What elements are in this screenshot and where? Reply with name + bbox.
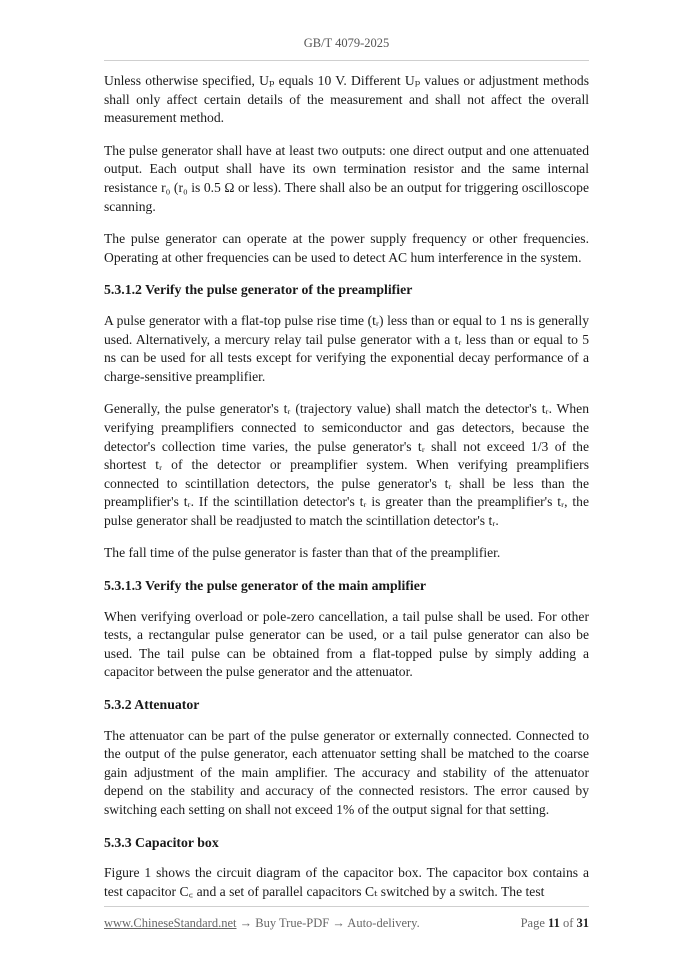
document-body: [104, 72, 589, 915]
footer-promo-text: → Buy True-PDF → Auto-delivery.: [236, 916, 420, 930]
page-label: Page: [520, 916, 545, 930]
section-heading: 5.3.3 Capacitor box: [104, 834, 219, 850]
of-label: of: [562, 916, 574, 930]
page-total: 31: [576, 916, 589, 930]
footer-divider: [104, 906, 589, 907]
paragraph: The pulse generator shall have at least two outputs: one direct output and one attenuated output. Each output shall have its own termination resistor and the same internal resistance r₀ (r₀ is 0.5 Ω or less). There shall also be an output for triggering oscilloscope scanning.: [104, 142, 589, 214]
document-header: GB/T 4079-2025: [303, 36, 390, 50]
paragraph: The fall time of the pulse generator is faster than that of the preamplifier.: [104, 545, 501, 561]
website-link[interactable]: www.ChineseStandard.net: [104, 916, 237, 930]
section-heading: 5.3.1.3 Verify the pulse generator of the main amplifier: [104, 578, 427, 594]
section-heading: 5.3.2 Attenuator: [104, 697, 200, 713]
paragraph: When verifying overload or pole-zero cancellation, a tail pulse shall be used. For other tests, a rectangular pulse generator can be used, or a tail pulse generator can also be used. The tail pulse can be obtained from a flat-topped pulse by simply adding a capacitor between the pulse generator and the attenuator.: [104, 608, 589, 680]
page-number: 11: [548, 916, 560, 930]
paragraph: The pulse generator can operate at the power supply frequency or other frequencies. Operating at other frequencies can be used to detect AC hum interference in the system.: [104, 231, 589, 265]
paragraph: Unless otherwise specified, Uₚ equals 10 V. Different Uₚ values or adjustment methods shall only affect certain details of the measurement and shall not affect the overall measurement method.: [104, 73, 589, 126]
paragraph: Figure 1 shows the circuit diagram of the capacitor box. The capacitor box contains a test capacitor C꜀ and a set of parallel capacitors Cₜ switched by a switch. The test: [104, 865, 589, 899]
paragraph: The attenuator can be part of the pulse generator or externally connected. Connected to the output of the pulse generator, each attenuator setting shall be matched to the coarse gain adjustment of the main amplifier. The accuracy and stability of the attenuator depend on the stability and accuracy of the connected resistors. The error caused by switching each setting on shall not exceed 1% of the output signal for that setting.: [104, 727, 589, 817]
paragraph: Generally, the pulse generator's tᵣ (trajectory value) shall match the detector's tᵣ. When verifying preamplifiers connected to semiconductor and gas detectors, because the detector's collection time varies, the pulse generator's tᵣ shall not exceed 1/3 of the shortest tᵣ of the detector or preamplifier system. When verifying preamplifiers connected to scintillation detectors, the pulse generator's tᵣ shall be less than the preamplifier's tᵣ. If the scintillation detector's tᵣ is greater than the preamplifier's tᵣ, the pulse generator shall be readjusted to match the scintillation detector's tᵣ.: [104, 401, 589, 528]
footer-promo: [104, 916, 420, 931]
page-indicator: [521, 916, 589, 931]
section-heading: 5.3.1.2 Verify the pulse generator of the preamplifier: [104, 282, 413, 298]
header-divider: [104, 60, 589, 61]
paragraph: A pulse generator with a flat-top pulse rise time (tᵣ) less than or equal to 1 ns is generally used. Alternatively, a mercury relay tail pulse generator with a tᵣ less than or equal to 5 ns can be used for all tests except for verifying the exponential decay performance of a charge-sensitive preamplifier.: [104, 312, 589, 384]
document-footer: [104, 916, 589, 931]
